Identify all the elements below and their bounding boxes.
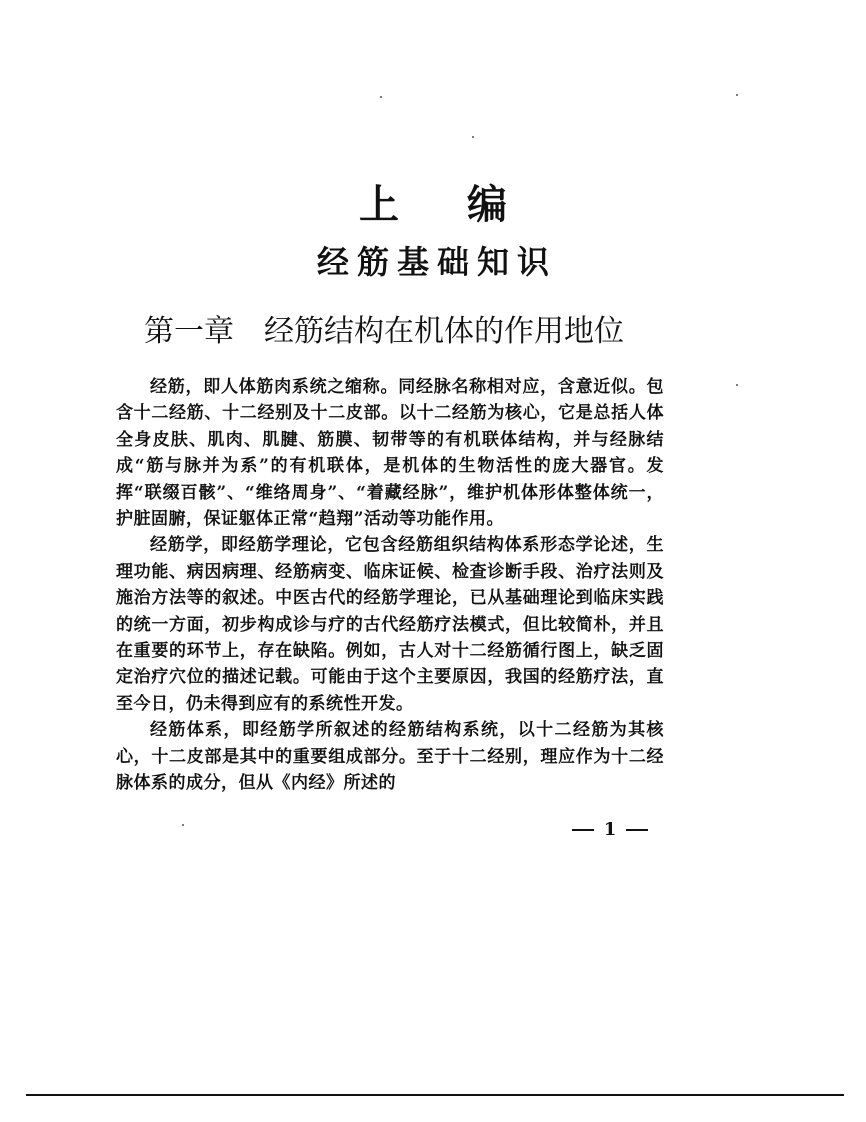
page-number-value: 1 [603,819,617,840]
scan-speck [736,94,738,96]
part-subtitle: 经筋基础知识 [316,243,557,281]
scan-speck [182,824,184,826]
body-text [116,374,664,797]
page-number [560,818,660,842]
scan-speck [472,136,474,138]
scan-speck [380,96,382,98]
chapter-number: 第一章 [144,314,234,349]
scan-speck [736,384,738,386]
chapter-title: 经筋结构在机体的作用地位 [264,314,624,349]
part-title: 上编 [359,182,575,228]
paragraph: 经筋学，即经筋学理论，它包含经筋组织结构体系形态学论述，生理功能、病因病理、经筋病变、临床证候、检查诊断手段、治疗法则及施治方法等的叙述。中医古代的经筋学理论，已从基础理论到临床实践的统一方面，初步构成诊与疗的古代经筋疗法模式，但比较简朴，并且在重要的环节上，存在缺陷。例如，古人对十二经筋循行图上，缺乏固定治疗穴位的描述记载。可能由于这个主要原因，我国的经筋疗法，直至今日，仍未得到应有的系统性开发。 [116,535,664,714]
dash-left [572,829,594,831]
bottom-rule [26,1094,844,1096]
paragraph: 经筋，即人体筋肉系统之缩称。同经脉名称相对应，含意近似。包含十二经筋、十二经别及十二皮部。以十二经筋为核心，它是总括人体全身皮肤、肌肉、肌腱、筋膜、韧带等的有机联体结构，并与经脉结成“筋与脉并为系”的有机联体，是机体的生物活性的庞大器官。发挥“联缀百骸”、“维络周身”、“着藏经脉”，维护机体形体整体统一，护脏固腑，保证躯体正常“趋翔”活动等功能作用。 [116,377,664,530]
dash-right [626,829,648,831]
chapter-heading [144,312,744,352]
paragraph: 经筋体系，即经筋学所叙述的经筋结构系统，以十二经筋为其核心，十二皮部是其中的重要组成部分。至于十二经别，理应作为十二经脉体系的成分，但从《内经》所述的 [116,720,664,794]
